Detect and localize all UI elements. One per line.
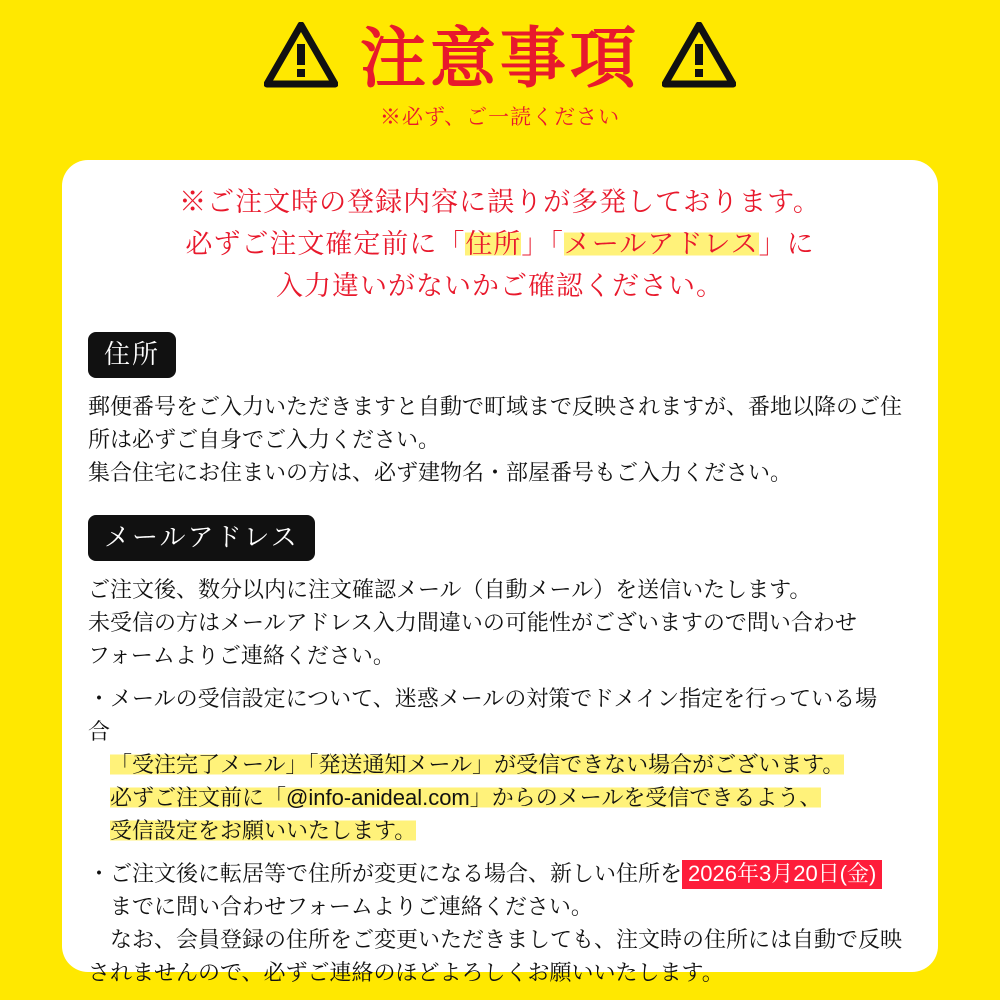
email-line-2: 未受信の方はメールアドレス入力間違いの可能性がございますので問い合わせ (88, 609, 857, 635)
lead-highlight-address: 住所 (465, 228, 522, 259)
lead-line-2-a: 必ずご注文確定前に「 (185, 228, 466, 259)
lead-line-3: 入力違いがないかご確認ください。 (276, 270, 724, 301)
bullet-mail-filter (88, 682, 912, 847)
bullet-2-line-4: されませんので、必ずご連絡のほどよろしくお願いいたします。 (88, 959, 724, 985)
page-title: 注意事項 (360, 20, 640, 95)
bullet-2-line-2: までに問い合わせフォームよりご連絡ください。 (110, 893, 593, 919)
header-title-row (0, 22, 1000, 93)
bullet-2-line-1 (88, 857, 912, 890)
section-email-body (88, 573, 912, 672)
lead-line-1: ※ご注文時の登録内容に誤りが多発しております。 (179, 187, 821, 217)
warning-triangle-icon (662, 22, 736, 93)
section-label-email: メールアドレス (88, 515, 315, 561)
warning-triangle-icon (264, 22, 338, 93)
lead-line-2-c: 」に (758, 228, 815, 259)
deadline-date-badge: 2026年3月20日(金) (682, 860, 882, 889)
section-email (62, 515, 938, 989)
bullet-1-hl-2 (88, 781, 912, 814)
bullet-1-hl-1 (88, 748, 912, 781)
lead-highlight-email: メールアドレス (563, 228, 759, 259)
bullet-1-hl-text-3: 受信設定をお願いいたします。 (110, 817, 417, 843)
bullet-2-text-1: ご注文後に転居等で住所が変更になる場合、新しい住所を (110, 860, 683, 886)
bullet-1-line-2: 合 (88, 718, 111, 744)
page-subtitle: ※必ず、ご一読ください (379, 106, 621, 129)
lead-line-2-b: 」「 (521, 228, 564, 259)
bullet-1-hl-text-1: 「受注完了メール」「発送通知メール」が受信できない場合がございます。 (110, 751, 845, 777)
bullet-1-hl-3 (88, 814, 912, 847)
bullet-1-marker: ・ (88, 685, 111, 711)
section-address (62, 332, 938, 489)
bullet-1-text-1: メールの受信設定について、迷惑メールの対策でドメイン指定を行っている場 (110, 685, 878, 711)
email-line-3: フォームよりご連絡ください。 (88, 642, 395, 668)
bullet-address-change (88, 857, 912, 989)
bullet-2-marker: ・ (88, 860, 111, 886)
address-line-2: 所は必ずご自身でご入力ください。 (88, 426, 441, 452)
section-address-body (88, 390, 912, 489)
section-label-address: 住所 (88, 332, 176, 378)
bullet-1-hl-text-2: 必ずご注文前に「@info-anideal.com」からのメールを受信できるよう、 (110, 784, 822, 810)
address-line-3: 集合住宅にお住まいの方は、必ず建物名・部屋番号もご入力ください。 (88, 459, 793, 485)
lead-line-2 (62, 224, 938, 266)
notice-card (62, 160, 938, 985)
email-line-1: ご注文後、数分以内に注文確認メール（自動メール）を送信いたします。 (88, 576, 812, 602)
bullet-1-line-1 (88, 682, 912, 715)
bullet-2-line-3: なお、会員登録の住所をご変更いただきましても、注文時の住所には自動で反映 (110, 926, 903, 952)
lead-block (62, 182, 938, 308)
address-line-1: 郵便番号をご入力いただきますと自動で町域まで反映されますが、番地以降のご住 (88, 393, 903, 419)
page-header (0, 22, 1000, 131)
